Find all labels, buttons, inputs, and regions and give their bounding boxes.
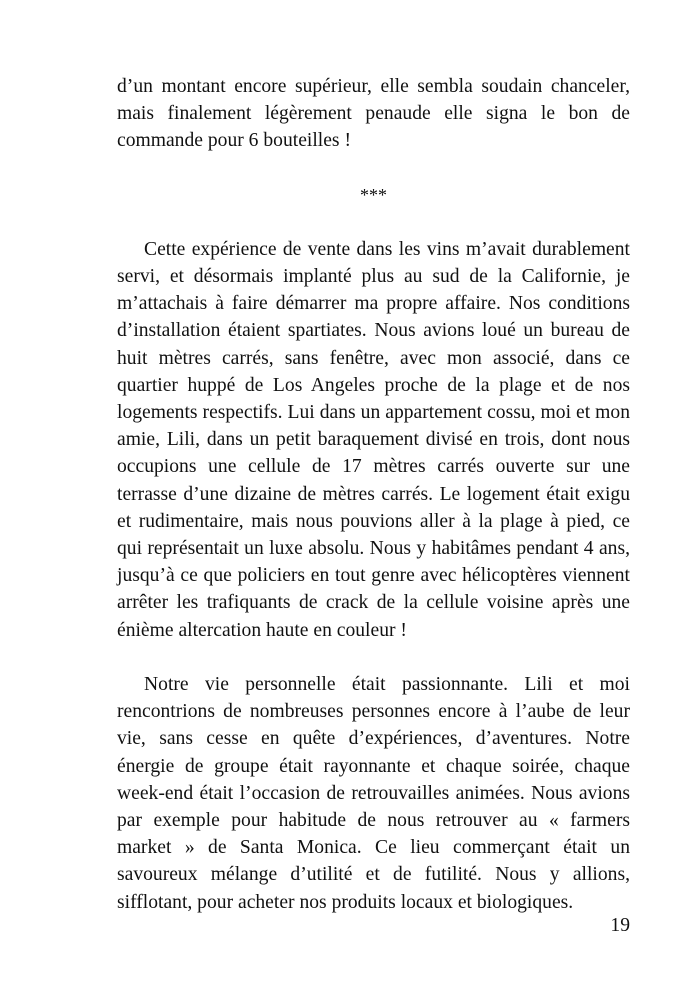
paragraph: Cette expérience de vente dans les vins m’avait durablement servi, et désormais implanté plus au sud de la Californie, je m’attachais à faire démarrer ma propre affaire. Nos conditions d’installation étaient spartiates. Nous avions loué un bureau de huit mètres carrés, sans fenêtre, avec mon associé, dans ce quartier huppé de Los Angeles proche de la plage et de nos logements respectifs. Lui dans un appartement cossu, moi et mon amie, Lili, dans un petit baraquement divisé en trois, dont nous occupions une cellule de 17 mètres carrés ouverte sur une terrasse d’une dizaine de mètres carrés. Le logement était exigu et rudimentaire, mais nous pouvions aller à la plage à pied, ce qui représentait un luxe absolu. Nous y habitâmes pendant 4 ans, jusqu’à ce que policiers en tout genre avec hélicoptères viennent arrêter les trafiquants de crack de la cellule voisine après une énième altercation haute en couleur ! — [117, 238, 630, 641]
paragraph: Notre vie personnelle était passionnante. Lili et moi rencontrions de nombreuses personnes encore à l’aube de leur vie, sans cesse en quête d’expériences, d’aventures. Notre énergie de groupe était rayonnante et chaque soirée, chaque week-end était l’occasion de retrouvailles animées. Nous avions par exemple pour habitude de nous retrouver au « farmers market » de Santa Monica. Ce lieu commerçant était un savoureux mélange d’utilité et de futilité. Nous y allions, sifflotant, pour acheter nos produits locaux et biologiques. — [117, 674, 630, 913]
book-page-body — [117, 73, 630, 916]
page-number: 19 — [610, 915, 630, 936]
paragraph-continuation: d’un montant encore supérieur, elle sembla soudain chanceler, mais finalement légèrement penaude elle signa le bon de commande pour 6 bouteilles ! — [117, 76, 630, 152]
section-separator: *** — [360, 184, 387, 205]
paragraph-gap — [117, 644, 630, 671]
